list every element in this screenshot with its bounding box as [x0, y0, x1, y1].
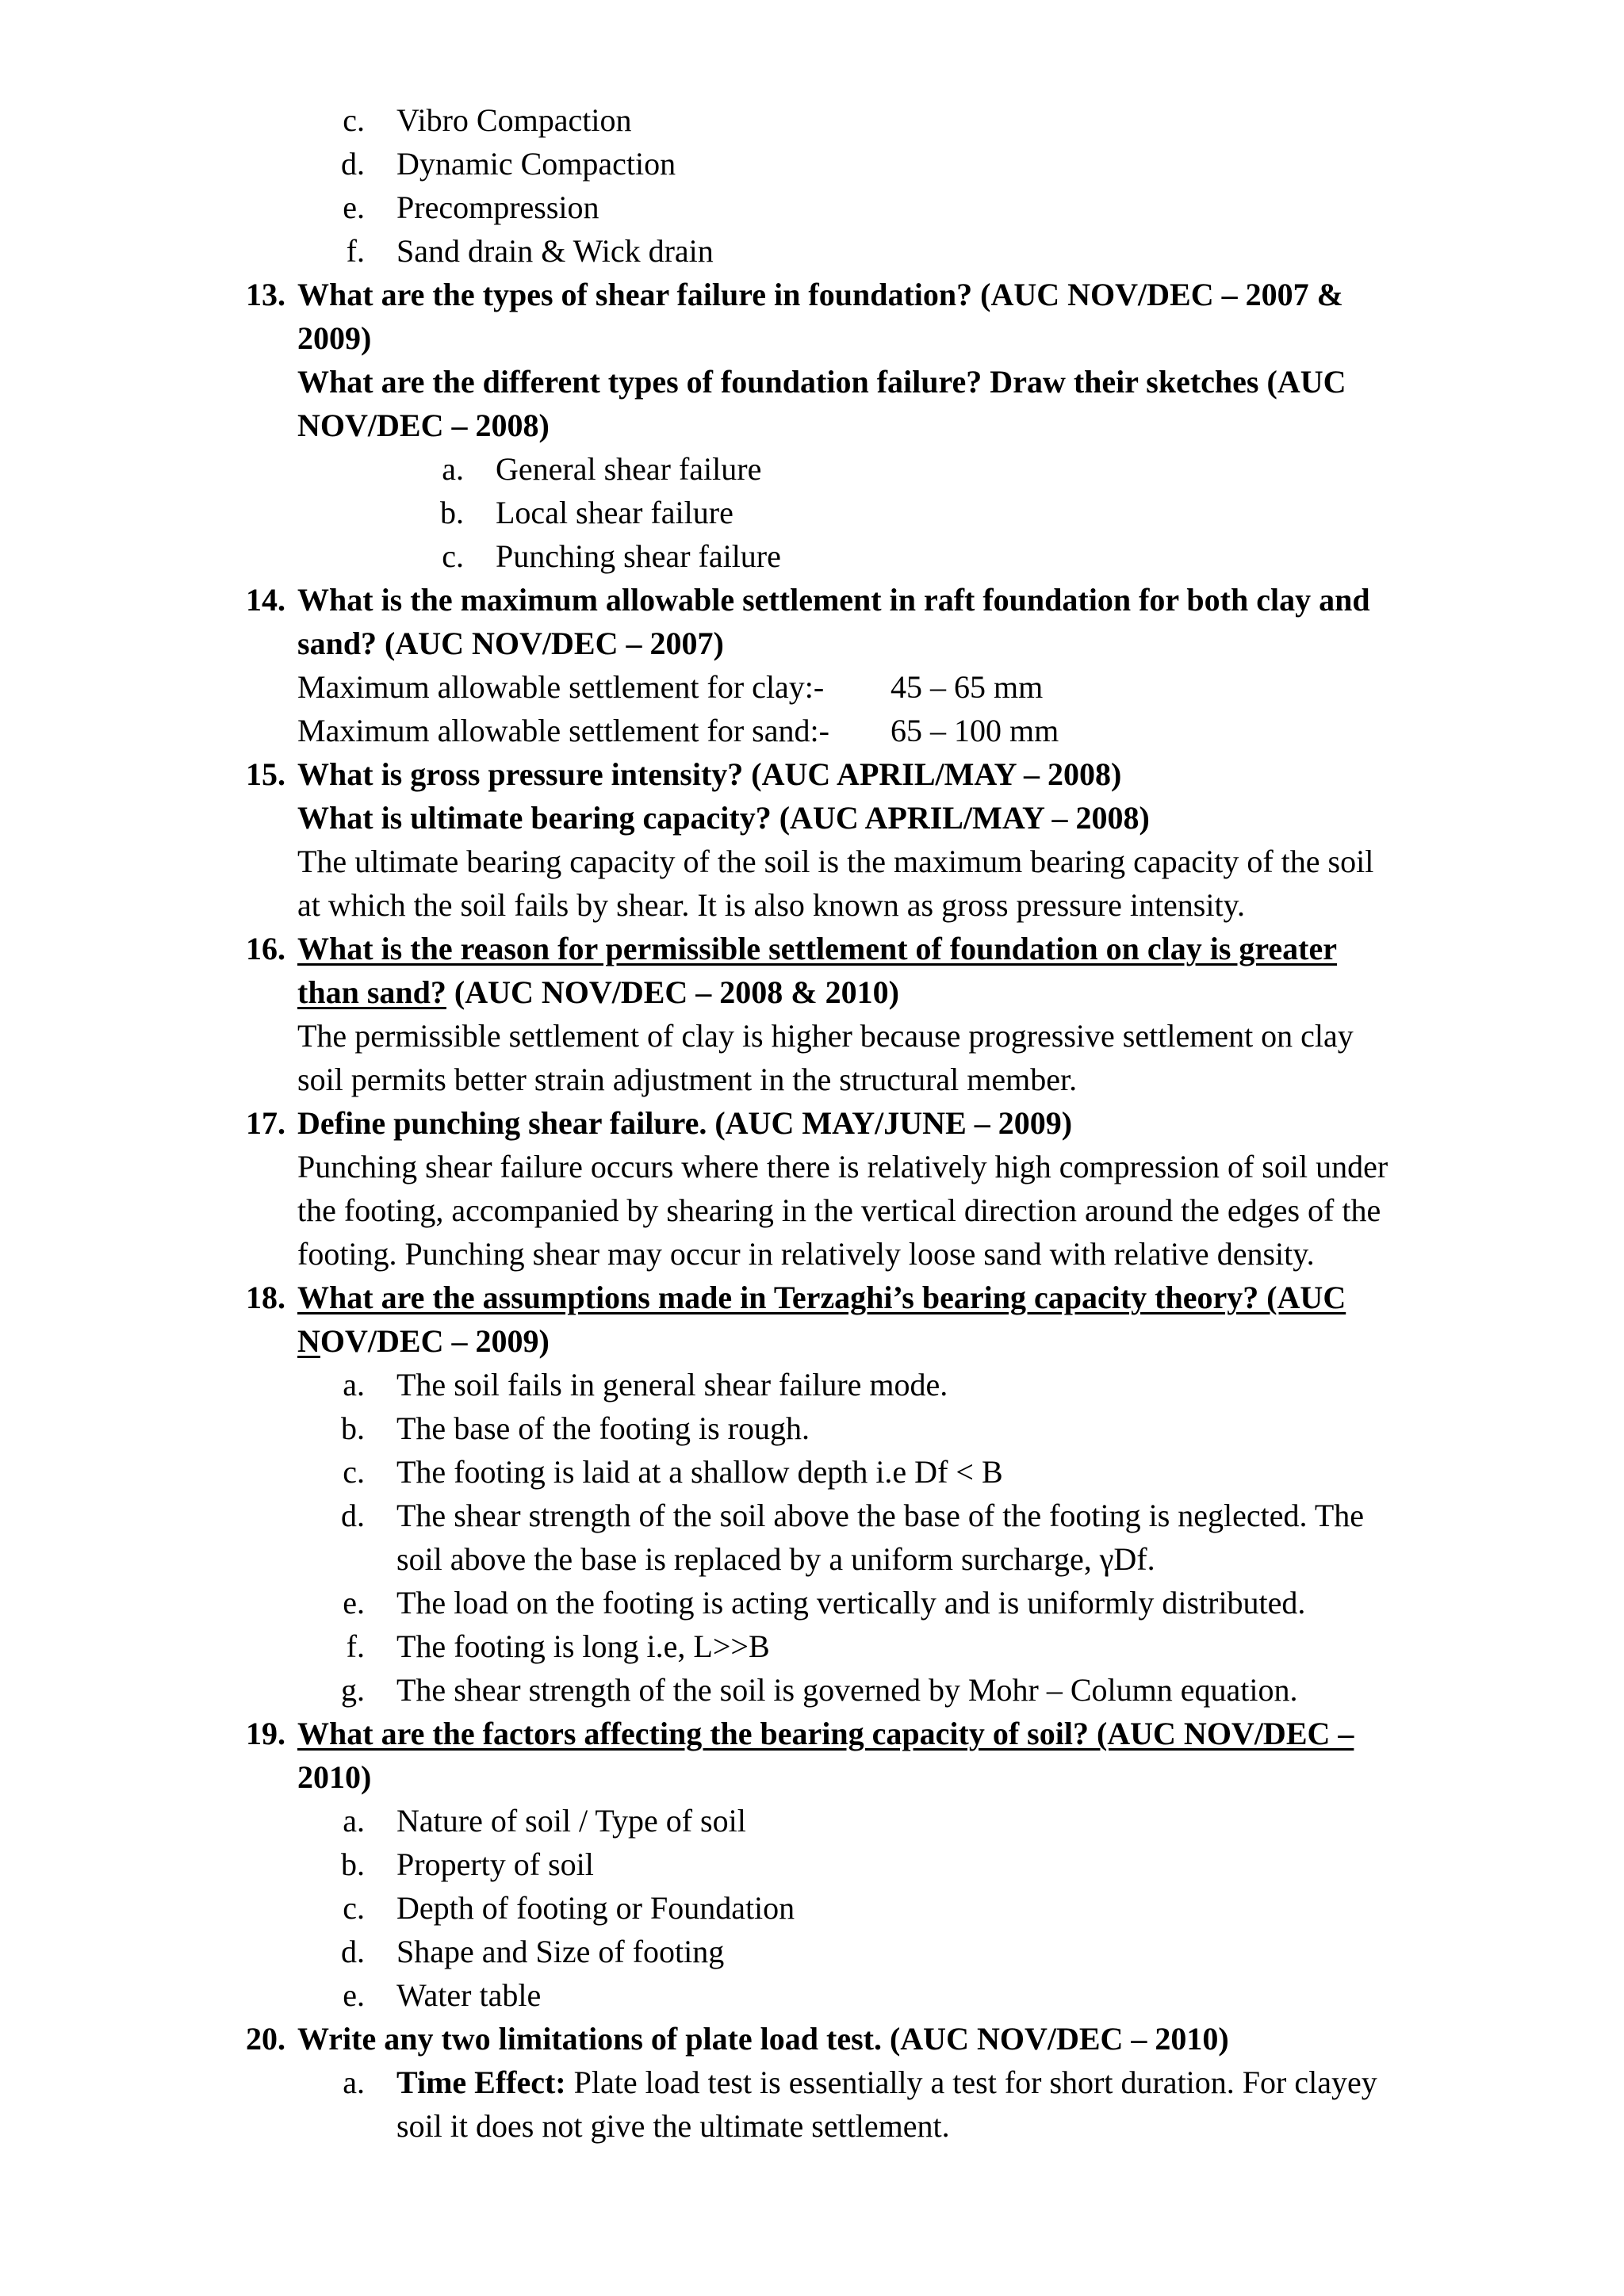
question-text: sand? (AUC NOV/DEC – 2007) [297, 626, 724, 661]
question-number: 19. [246, 1716, 285, 1751]
answer-text: footing. Punching shear may occur in relatively loose sand with relative density. [297, 1236, 1315, 1272]
answer-text: The ultimate bearing capacity of the soil is the maximum bearing capacity of the soil [297, 844, 1374, 879]
list-item: The load on the footing is acting vertically and is uniformly distributed. [396, 1585, 1306, 1621]
list-item: Local shear failure [496, 495, 733, 530]
answer-text: The permissible settlement of clay is higher because progressive settlement on clay [297, 1018, 1354, 1054]
list-item [396, 2064, 1377, 2100]
question-number: 18. [246, 1280, 285, 1315]
list-item-continuation: soil it does not give the ultimate settlement. [396, 2108, 950, 2144]
list-item: The base of the footing is rough. [396, 1410, 810, 1446]
list-item: Property of soil [396, 1846, 594, 1882]
list-item: Precompression [396, 189, 599, 225]
list-marker: d. [341, 1498, 365, 1533]
question-number: 20. [246, 2021, 285, 2057]
settlement-value: 65 – 100 mm [891, 713, 1059, 748]
list-marker: d. [341, 146, 365, 182]
list-item-continuation: soil above the base is replaced by a uniform surcharge, γDf. [396, 1541, 1155, 1577]
question-number: 14. [246, 582, 285, 618]
list-marker: e. [343, 1977, 365, 2013]
question-text-rest: OV/DEC – 2009) [320, 1323, 550, 1359]
question-text-underlined: N [297, 1323, 320, 1359]
answer-text: the footing, accompanied by shearing in the vertical direction around the edges of the [297, 1192, 1381, 1228]
question-text-underlined: than sand? [297, 974, 446, 1010]
list-item: Depth of footing or Foundation [396, 1890, 795, 1926]
answer-text: Punching shear failure occurs where there is relatively high compression of soil under [297, 1149, 1388, 1184]
question-text [297, 974, 899, 1010]
list-item: Nature of soil / Type of soil [396, 1803, 746, 1839]
list-marker: a. [442, 451, 464, 487]
question-number: 15. [246, 756, 285, 792]
list-marker: g. [341, 1672, 365, 1708]
list-marker: c. [442, 538, 464, 574]
list-item-term: Time Effect: [396, 2064, 566, 2100]
list-item: The soil fails in general shear failure mode. [396, 1367, 948, 1402]
list-marker: a. [343, 2064, 365, 2100]
question-text: NOV/DEC – 2008) [297, 408, 550, 443]
list-marker: b. [440, 495, 464, 530]
list-marker: f. [346, 233, 365, 269]
settlement-value: 45 – 65 mm [891, 669, 1044, 705]
question-text: What are the factors affecting the bearing capacity of soil? (AUC NOV/DEC – [297, 1716, 1354, 1751]
question-text: What are the types of shear failure in foundation? (AUC NOV/DEC – 2007 & [297, 277, 1343, 312]
list-item: Sand drain & Wick drain [396, 233, 714, 269]
list-item: Vibro Compaction [396, 102, 632, 138]
list-item: The footing is laid at a shallow depth i.e Df < B [396, 1454, 1003, 1490]
list-item: Shape and Size of footing [396, 1934, 725, 1969]
list-marker: e. [343, 189, 365, 225]
list-item: Punching shear failure [496, 538, 781, 574]
answer-text: at which the soil fails by shear. It is also known as gross pressure intensity. [297, 887, 1245, 923]
settlement-label: Maximum allowable settlement for sand:- [297, 713, 829, 748]
question-text: What is the reason for permissible settlement of foundation on clay is greater [297, 931, 1337, 966]
answer-text: soil permits better strain adjustment in the structural member. [297, 1062, 1078, 1097]
list-marker: b. [341, 1846, 365, 1882]
question-text: Define punching shear failure. (AUC MAY/JUNE – 2009) [297, 1105, 1073, 1141]
list-marker: e. [343, 1585, 365, 1621]
question-text: What are the different types of foundation failure? Draw their sketches (AUC [297, 364, 1346, 400]
list-item: The footing is long i.e, L>>B [396, 1628, 770, 1664]
list-item: General shear failure [496, 451, 762, 487]
list-item: The shear strength of the soil is governed by Mohr – Column equation. [396, 1672, 1298, 1708]
list-marker: a. [343, 1803, 365, 1839]
question-text [297, 1323, 550, 1359]
question-text: What are the assumptions made in Terzaghi’s bearing capacity theory? (AUC [297, 1280, 1346, 1315]
list-marker: b. [341, 1410, 365, 1446]
question-text: What is ultimate bearing capacity? (AUC APRIL/MAY – 2008) [297, 800, 1150, 836]
list-item: Water table [396, 1977, 542, 2013]
question-text: 2010) [297, 1759, 372, 1795]
question-number: 17. [246, 1105, 285, 1141]
list-marker: c. [343, 1454, 365, 1490]
list-item-text: Plate load test is essentially a test for short duration. For clayey [565, 2064, 1377, 2100]
list-marker: f. [346, 1628, 365, 1664]
question-text: Write any two limitations of plate load test. (AUC NOV/DEC – 2010) [297, 2021, 1229, 2057]
question-number: 16. [246, 931, 285, 966]
settlement-label: Maximum allowable settlement for clay:- [297, 669, 825, 705]
question-text: 2009) [297, 320, 372, 356]
question-number: 13. [246, 277, 285, 312]
question-text: What is the maximum allowable settlement in raft foundation for both clay and [297, 582, 1370, 618]
list-item: Dynamic Compaction [396, 146, 676, 182]
list-marker: d. [341, 1934, 365, 1969]
list-marker: c. [343, 102, 365, 138]
list-marker: c. [343, 1890, 365, 1926]
list-item: The shear strength of the soil above the base of the footing is neglected. The [396, 1498, 1364, 1533]
list-marker: a. [343, 1367, 365, 1402]
question-text: What is gross pressure intensity? (AUC APRIL/MAY – 2008) [297, 756, 1122, 792]
question-text-ref: (AUC NOV/DEC – 2008 & 2010) [446, 974, 899, 1010]
